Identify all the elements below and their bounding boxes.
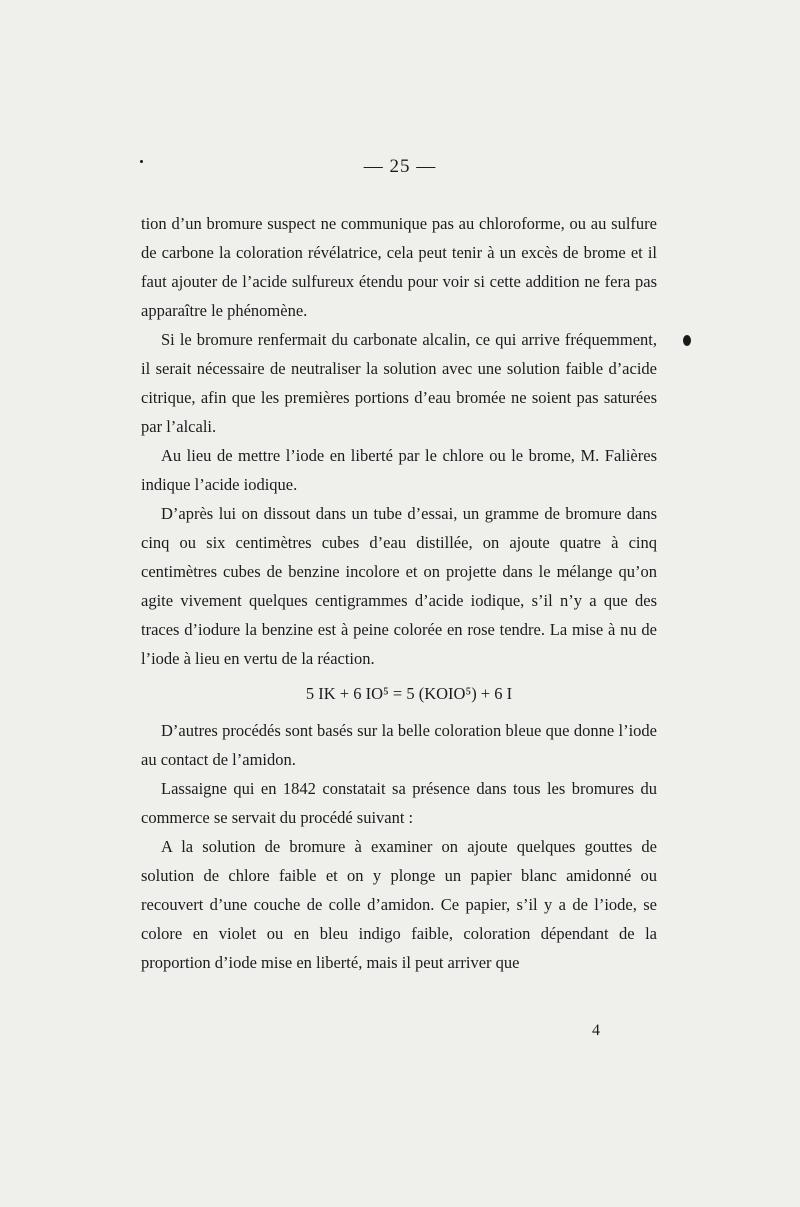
signature-mark: 4 [592, 1022, 600, 1039]
paragraph-carbonate: Si le bromure renfermait du carbonate alcalin, ce qui arrive fréquemment, il serait nécessaire de neutraliser la solution avec une solution faible d’acide citrique, afin que les premières portions d’eau bromée ne soient pas saturées par l’alcali. [141, 330, 657, 436]
chemical-equation [141, 679, 657, 708]
paragraph-falieres: Au lieu de mettre l’iode en liberté par le chlore ou le brome, M. Falières indique l’acide iodique. [141, 446, 657, 494]
ink-speck [683, 335, 691, 346]
paragraph-amidon: D’autres procédés sont basés sur la belle coloration bleue que donne l’iode au contact de l’amidon. [141, 721, 657, 769]
ink-speck [140, 160, 143, 163]
page-number: — 25 — [363, 156, 437, 177]
equation-equals: = [392, 684, 403, 703]
paragraph-continuation: tion d’un bromure suspect ne communique pas au chloroforme, ou au sulfure de carbone la coloration révélatrice, cela peut tenir à un excès de brome et il faut ajouter de l’acide sulfureux étendu pour voir si cette addition ne fera pas apparaître le phénomène. [141, 214, 657, 320]
paragraph-lassaigne: Lassaigne qui en 1842 constatait sa présence dans tous les bromures du commerce se servait du procédé suivant : [141, 779, 657, 827]
body-text [141, 209, 657, 977]
paragraph-method: D’après lui on dissout dans un tube d’essai, un gramme de bromure dans cinq ou six centimètres cubes d’eau distillée, on ajoute quatre à cinq centimètres cubes de benzine incolore et on projette dans le mélange qu’on agite vivement quelques centigrammes d’acide iodique, s’il n’y a que des traces d’iodure la benzine est à peine colorée en rose tendre. La mise à nu de l’iode à lieu en vertu de la réaction. [141, 504, 657, 668]
paragraph-procedure: A la solution de bromure à examiner on ajoute quelques gouttes de solution de chlore faible et on y plonge un papier blanc amidonné ou recouvert d’une couche de colle d’amidon. Ce papier, s’il y a de l’iode, se colore en violet ou en bleu indigo faible, coloration dépendant de la proportion d’iode mise en liberté, mais il peut arriver que [141, 837, 657, 972]
equation-rhs: 5 (KOIO⁵) + 6 I [406, 684, 513, 703]
equation-lhs: 5 IK + 6 IO⁵ [305, 684, 389, 703]
